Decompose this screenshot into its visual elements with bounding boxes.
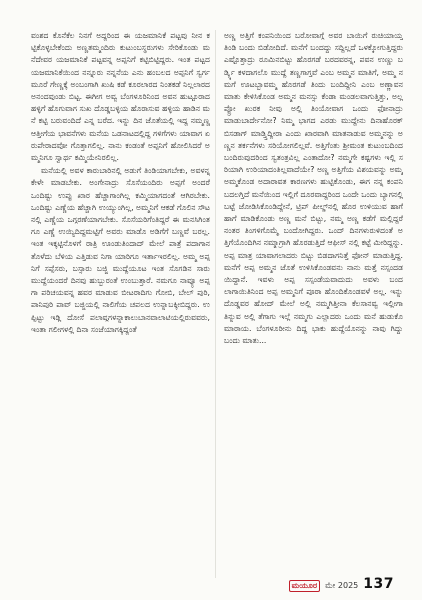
right-text-column [224, 30, 403, 550]
column-divider [215, 30, 216, 578]
paragraph: ಮನೆಯಲ್ಲಿ ಅವಳ ಕಾರುಬಾರಿನಲ್ಲಿ ಅಡುಗೆ ತಿಂಡಿಯಾಗಬೇಕು, ಅವಳನ್ನ ಕೇಳೇ ಮಾಡಬೇಕು. ಅಂಗೇನಾದ್ರು ಸೊಸೆಯಂದಿರು ಅಪ್ಪಗೆ ಅಂದರೆ ಒಂದಿಷ್ಟು ಉಪ್ಪು ಖಾರ ಹೆಚ್ಚಾಗಾಂಗಿಲ್ಲ ಕಮ್ಮಿಯಾಗದಂತೆ ಆಗಿರಬೇಕು. ಒಂದಿಷ್ಟು ಎಣ್ಣೆಯ ಹೆಚ್ಚಾಗಿ ಉಯ್ಯುಂಗಿಲ್ಲ, ಅಮ್ಮನಿಗೆ ಆಕಡೆ ಗೊಲಿನ ಸೌಟನಲ್ಲಿ ಎಣ್ಣೆಯ ಒಗ್ಗರಣೆಯಾಗಬೇಕು. ಸೊಸೆಯರಿಗೆಂತಿದ್ದರೆ ಈ ಮನಸಿಗಿಂತಗೂ ಎಣ್ಣೆ ಉಯ್ಯಿದಿದ್ದಮಟ್ಟಿಗೆ ಅವರು ಮಾಡೊ ಅಡಿಗೆಗೆ ಬಣ್ಣವೆ ಬರಲ್ಲ. ಇಂತ ಇಕ್ಕಟ್ಟಿನೊಳಗೆ ರಾತ್ರಿ ಊಂಡುತಿಂದಾದ್ ಮೇಲೆ ಪಾತ್ರೆ ಪದಾಗಾನ ತೊಳೆದು ಬೆಳಿಯ ಎತ್ತಿಡುವ ನಿಗಾ ಯಾರಿಗೂ ಇರ್ತಾಇರಲಿಲ್ಲ. ಅಮ್ಮ ಅಪ್ಪನಿಗೆ ಸಪ್ಪೆಸರು, ಬಸ್ಸಾರು ಬಜ್ಜಿ ಮುದ್ದೆಯೂಟ ಇಂತ ಸೊಗಡಿನ ಸಾರು ಮುದ್ದೆಯಂದರೆ ದಿನವು ಹುಬ್ಬುರಂತೆ ಉಂಬುತ್ತಾರೆ. ನಮಗೂ ನಾವ್ಯೂ ಅಪ್ಪಗಾ ಪರಿಚಯವನ್ನ ಹವರ ಮಾಡುವ ಬೀಟರಾದಿಗು ಗೋಬಿ, ಬೇಲ್ ಪುರಿ, ಪಾನಿಪುರಿ ಪಾವ್ ಬಜ್ಜಿಯಲ್ಲಿ ನಾಲಿಗೆಯ ಚಪಲದ ಉನ್ನಾಬಕ್ಕೀಬಿದ್ದರು. ಉಪ್ಪಿಟ್ಟು ಇಡ್ಲಿ ದೋಸೆ ಪಲಾವ್ಗಗಳನ್ನಾಕಾಲುಬಾನವಾಲಾಟಿಯಲ್ಲಿರುವವರು, ಇಂತಾ ಗಲೀಗಳಲ್ಲಿ ದಿನಾ ಸಂಜೆಯಾಗಕ್ಕಿದ್ದಂತೆ [31, 166, 210, 334]
page-number: 137 [363, 576, 394, 592]
magazine-logo: ಮಯೂರ [289, 580, 321, 592]
issue-date: ಮೇ 2025 [325, 581, 359, 590]
page-footer [289, 576, 394, 592]
left-text-column [31, 30, 210, 578]
paragraph: ಅಣ್ಣ ಅತ್ತಿಗೆ ಕಂಪನಿಯಿಂದ ಬರೋವಾಗ್ಗೆ ಅವರ ಬಾಯಿಗೆ ರುಚಿಯಾಯ್ತ ತಿಂಡಿ ಬಂದು ಬಿಡೋದಿದೆ. ಮನೆಗೆ ಬಂದದ್ದು ಸದ್ದಿಲ್ಲದೆ ಒಳಕ್ಕೋಗುತ್ತಿದ್ದರು ಎಷ್ಟೊತ್ತಾದ್ರು ರೂಮಿನಬಿಟ್ಟು ಹೊರಗಡೆ ಬರದವರನ್ನ, ಪವನ ಉಣ್ಣು ಬರ್ಡ್ಕ್ಕಿ ಕಳದಾಗಲೊ ಮುದ್ದೆ ತಣ್ಣಗಾಗ್ತವೆ ಎಂಬ ಅಮ್ಮನ ಮಾತಿಗೆ, ಅಮ್ಮ ನಮಗೆ ಊಟಬ್ಬಾವಮ್ಮ ಹೊರಗಡೆ ತಿಂದು ಬಂದಿದ್ದೀನಿ ಎಂಬ ಅಣ್ಣಾವನ ಮಾತು ಕೇಳಿಸಿಕೊಂಡ ಅಮ್ಮನ ಮನಸ್ಸು ಕೆಂಡಾ ಮಂಡಲವಾಗುತ್ತಿತ್ತು, ಅಲ್ಲಪ್ಪ್ರೋ ಖುರಕ ನೀವು ಅಲ್ಲಿ ತಿಂಯೋವಾಗ ಒಂದು ಫೋನಾದ್ರು ಮಾಡುಬಾರ್ದೇನೋ? ನಿಮ್ಮ ಭಾಗದ ಎರಡು ಮುದ್ದೇನು ದಿನಾಹೊರಕ್ ಬಿಸಡಾಗ್ ಮಾಡ್ತ್ತಿದ್ದೀರಾ ಎಂದು ಖಾರವಾಗಿ ಮಾತನಾಡುವ ಅಮ್ಮನನ್ನು ಅಣ್ಣನ ತರ್ಕನೆಗಳು ಸರಿಯೋಗಲಿಲ್ಲವೆ. ಅತ್ತಿಗೆಂತು ಶ್ರೀಮಂತ ಕುಟುಂಬದಿಂದ ಬಂದಿರುವುದರಿಂದ ಸ್ವತಂತ್ರವಿಲ್ಲ ಎಂತಾದೋ? ನಮ್ಮಗೇ ಕಷ್ಟಗಳು ಇಲ್ಲಿ ಸರಿಯಾಗಿ ಉರಿಯಾದಂತಿಲ್ಲವಾದೆಯೇ? ಅಣ್ಣ ಅತ್ತಿಗೆಯ ವಿಶಯವನ್ನು ಅಮ್ಮ ಅಮ್ಮಕೊಂಡ ಅದಾರಾವತ ಕಾರಣಗಳು ಹುಟ್ಟಿಕೊಂಡು, ಈಗ ನನ್ನ ಕಂಪನಿ ಬದಲಗ್ತಿದೆ ಮನೆಯಿಂದ ಇಲ್ಲಿಗೆ ದೂರವಾದ್ದರಿಂದ ಒಂದೇ ಒಂದು ಬ್ಯಾಗನಲ್ಲಿ ಬಟ್ಟೆ ಜೋಡಿಸಿಕೊಂಡಿದ್ದೇನೆ, ಟ್ರಿಪ್ ಪೀಲ್ಡ್‌ನಲ್ಲಿ ಹೊರ ಉಳಿಯುವ ಹಾಗೆ ಹಾಗೆ ಮಾಡಿಕೊಂಡು ಅಣ್ಣ ಮನೆ ಬಿಟ್ಟು, ನಮ್ಮ ಅಣ್ಣ ಕಡೆಗೆ ಮಲ್ಲಿದ್ದರೆ ನಂತರ ತಿಂಗಳಿಗೊಮ್ಮೆ ಬಂದೋಗಿದ್ದರು. ಒಂದ್ ದಿನಗಳುರುಳಿದಂತೆ ಅತ್ತಿಗೆಯೊಂದಿಗಿನ ನಮ್ಮಾಗ್ರಾಗಿ ಹೊರಡುತ್ತಿದೆ ಆಫೀಸ್ ನಲ್ಲಿ ಕಟ್ಟೆ ಮೀರಿದ್ದನ್ನು. ಅಪ್ಪ ಮಾತ್ರ ಯಾವಾಗಲಾದರು ಬಿಟ್ಟು ಬಿಡದಾಗನಿತ್ತೆ ಫೋನ್ ಮಾಡುತ್ತಿದ್ದ. ಮನೆಗೆ ಅಪ್ಪ ಅಮ್ಮನ ಜೊತೆ ಉಳಿಸಿಕೊಂಡವನು ನಾನು ಮತ್ತೆ ನಸ್ಸಂದಡಯಿದ್ದಾನೆ. ಇವಳು ಅಪ್ಪ ಸಸ್ಸಂಡೆಯವಾದುದು ಅವಳು ಬಂದ ಲಾಗಾಯಿತಿನಿಂದ ಅಪ್ಪ ಅಮ್ಮನಿಗೆ ಪೂರಾ ಹೊಂದಿಕೊಂಡವಳೆ ಅಲ್ಲ. ಇನ್ನು ದೊಡ್ಡವರ ಹೋದ್ ಮೇಲೆ ಅಲ್ಲಿ ನಮ್ಮಗಿತ್ತೀನಾ ಕೆಲಸಾನವ್ವ ಇಲ್ಲೀಗಾ ತಿನ್ನುವ ಅಲ್ಲಿ ತೆಗಾಗು ಇಲ್ಲೆ ನಮ್ಮಗು ಎಲ್ಲಾದರು ಒಂದು ಮನೆ ಹುಡುಕೊ ಮಾರಾಯ. ಬೆಂಗಳೂರೀನು ದಿದ್ದ ಭಾಕು ಹುದ್ದೆಯೊನನ್ನು ನಾವು ಗಿದ್ದು ಬಂದು ಮಾತು... [224, 31, 403, 346]
paragraph: ವಂಶದ ಕೊನೆಕೆಲ ನಿನಗೆ ಅದ್ದರಿಂದ ಈ ಯಜಮಾನಿಕೆ ಪಟ್ಟವು ನೀನ ಕಟ್ಟಿಕೊಳ್ಳಬೇಕೆಂದು ಅಣ್ಣತಮ್ಮಂದಿರು ಕುಟುಂಬಸ್ಥರುಗಳು ಸೇರಿಕೊಂಡು ಮನೆದೇವರ ಯಜಮಾನಿಕೆ ಪಟ್ಟವನ್ನ ಅಪ್ಪನಿಗೆ ಕಟ್ಟಿಬಿಟ್ಟಿದ್ದರು. ಇಂತ ಪಟ್ಟದ ಯಜಮಾನಿಕೆಯಿಂದ ನನ್ನೂರು ನನ್ನನೆಯ ಎನು ಹಂಬಲದ ಅಪ್ಪನಿಗೆ ಸ್ವರ್ಗ ಮೂರೆ ಗೇಣ್ಣಕ್ಕೆ ಅಂಬಂಗಾಗಿ ಖುಷಿ ಕಡೆ ಕೂರಲಾರದ ನಿಂತಕಡೆ ನಿಲ್ಲಲಾರದ ಅನಂದವುಂಡು ಬಿಟ್ಟ. ಈಗೀಗ ಅವ್ವ ಬೆಂಗಳೂರಿನಿಂದ ಅವನ ಹುಟ್ಟೂರಾದ ಹಳ್ಳಿಗೆ ಹೊಗುವಾಗ ಸುಖ ದೊಡ್ಡಬಳ್ಳಿಯ ಹೊರಾಸುವ ಹಳ್ಳಿಯ ಹಾಡಿನ ಮನೆ ಕಟ್ಟಿ ಬರುವಂದಿದೆ ಎನ್ನ ಬರೆದ. ಇನ್ನು ದಿನ ಜೊತೆಯಲ್ಲಿ ಇದ್ದ ನಮ್ಮಣ್ಣ ಆತ್ತೀಗೆಯ ಭಾವನೆಗಳು ಮನೆಯ ಒಡನಾಟದಲ್ಲಿದ್ದ ಗಳಿಗೆಗಳು ಯಾವಾಗ ಏರುಪೇರಾದವೋ ಗೊತ್ತಾಗಲಿಲ್ಲ. ನಾನು ಕಂಡಂತೆ ಅಪ್ಪನಿಗೆ ಹೋಲಿಸಿದರೆ ಅಮ್ಮನಿಗೂ ಸ್ವಾರ್ಥ ಕಮ್ಮಿಯೇನಿರಲಿಲ್ಲ. [31, 31, 210, 163]
